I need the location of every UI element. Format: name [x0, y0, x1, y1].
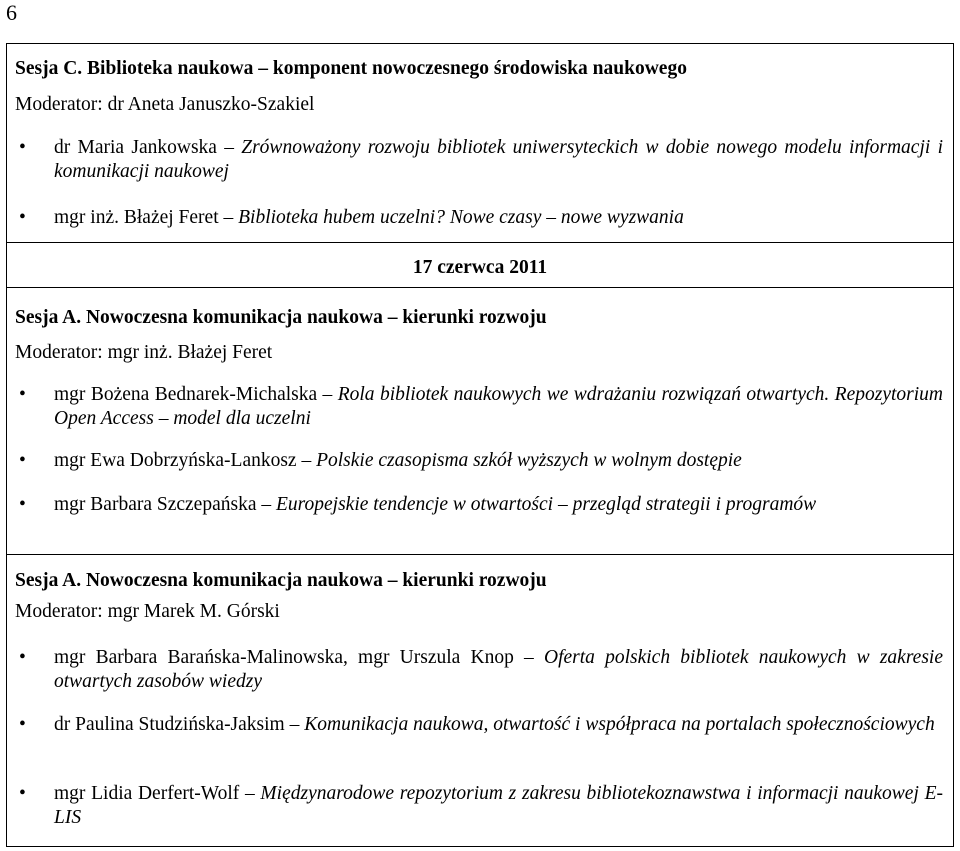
program-table	[6, 43, 954, 847]
talk-title: Zrównoważony rozwoju bibliotek uniwersyteckich w dobie nowego modelu informacji i komunikacji naukowej	[54, 137, 943, 182]
date-heading: 17 czerwca 2011	[412, 257, 548, 278]
bullet: •	[19, 207, 26, 228]
list-item-text	[54, 713, 943, 737]
session-a1-moderator: Moderator: mgr inż. Błażej Feret	[15, 342, 273, 363]
list-item-text	[54, 646, 943, 694]
bullet: •	[19, 494, 26, 515]
separator: –	[218, 207, 239, 228]
divider	[7, 242, 953, 243]
list-item-text	[54, 136, 943, 184]
divider	[7, 554, 953, 555]
author: mgr Bożena Bednarek-Michalska	[54, 384, 318, 405]
bullet: •	[19, 714, 26, 735]
separator: –	[317, 384, 338, 405]
author: dr Paulina Studzińska-Jaksim	[54, 714, 285, 735]
author: mgr Lidia Derfert-Wolf	[54, 783, 240, 804]
talk-title: Rola bibliotek naukowych we wdrażaniu rozwiązań otwartych. Repozytorium Open Access – model dla uczelni	[54, 384, 943, 429]
divider	[7, 287, 953, 288]
bullet: •	[19, 647, 26, 668]
bullet: •	[19, 783, 26, 804]
bullet: •	[19, 384, 26, 405]
separator: –	[296, 450, 317, 471]
author: mgr Ewa Dobrzyńska-Lankosz	[54, 450, 297, 471]
page-number: 6	[6, 0, 17, 25]
separator: –	[239, 783, 261, 804]
talk-title: Polskie czasopisma szkół wyższych w wolnym dostępie	[316, 450, 742, 471]
list-item-text	[54, 449, 943, 473]
list-item-text	[54, 493, 943, 517]
talk-title: Komunikacja naukowa, otwartość i współpraca na portalach społecznościowych	[304, 714, 935, 735]
talk-title: Europejskie tendencje w otwartości – przegląd strategii i programów	[275, 494, 817, 515]
session-c-moderator: Moderator: dr Aneta Januszko-Szakiel	[15, 94, 315, 115]
session-a2-title: Sesja A. Nowoczesna komunikacja naukowa – kierunki rozwoju	[15, 570, 547, 591]
bullet: •	[19, 450, 26, 471]
talk-title: Biblioteka hubem uczelni? Nowe czasy – nowe wyzwania	[238, 207, 684, 228]
author: mgr Barbara Barańska-Malinowska, mgr Urszula Knop	[54, 647, 514, 668]
list-item-text	[54, 383, 943, 431]
list-item-text	[54, 206, 943, 230]
session-c-title: Sesja C. Biblioteka naukowa – komponent nowoczesnego środowiska naukowego	[15, 58, 687, 79]
talk-title: Międzynarodowe repozytorium z zakresu bibliotekoznawstwa i informacji naukowej E-LIS	[54, 783, 943, 828]
bullet: •	[19, 137, 26, 158]
author: mgr Barbara Szczepańska	[54, 494, 257, 515]
separator: –	[216, 137, 242, 158]
list-item-text	[54, 782, 943, 830]
session-a1-title: Sesja A. Nowoczesna komunikacja naukowa – kierunki rozwoju	[15, 307, 547, 328]
talk-title: Oferta polskich bibliotek naukowych w zakresie otwartych zasobów wiedzy	[54, 647, 944, 692]
separator: –	[256, 494, 276, 515]
author: dr Maria Jankowska	[54, 137, 217, 158]
session-a2-moderator: Moderator: mgr Marek M. Górski	[15, 601, 280, 622]
separator: –	[284, 714, 305, 735]
separator: –	[513, 647, 544, 668]
author: mgr inż. Błażej Feret	[54, 207, 219, 228]
